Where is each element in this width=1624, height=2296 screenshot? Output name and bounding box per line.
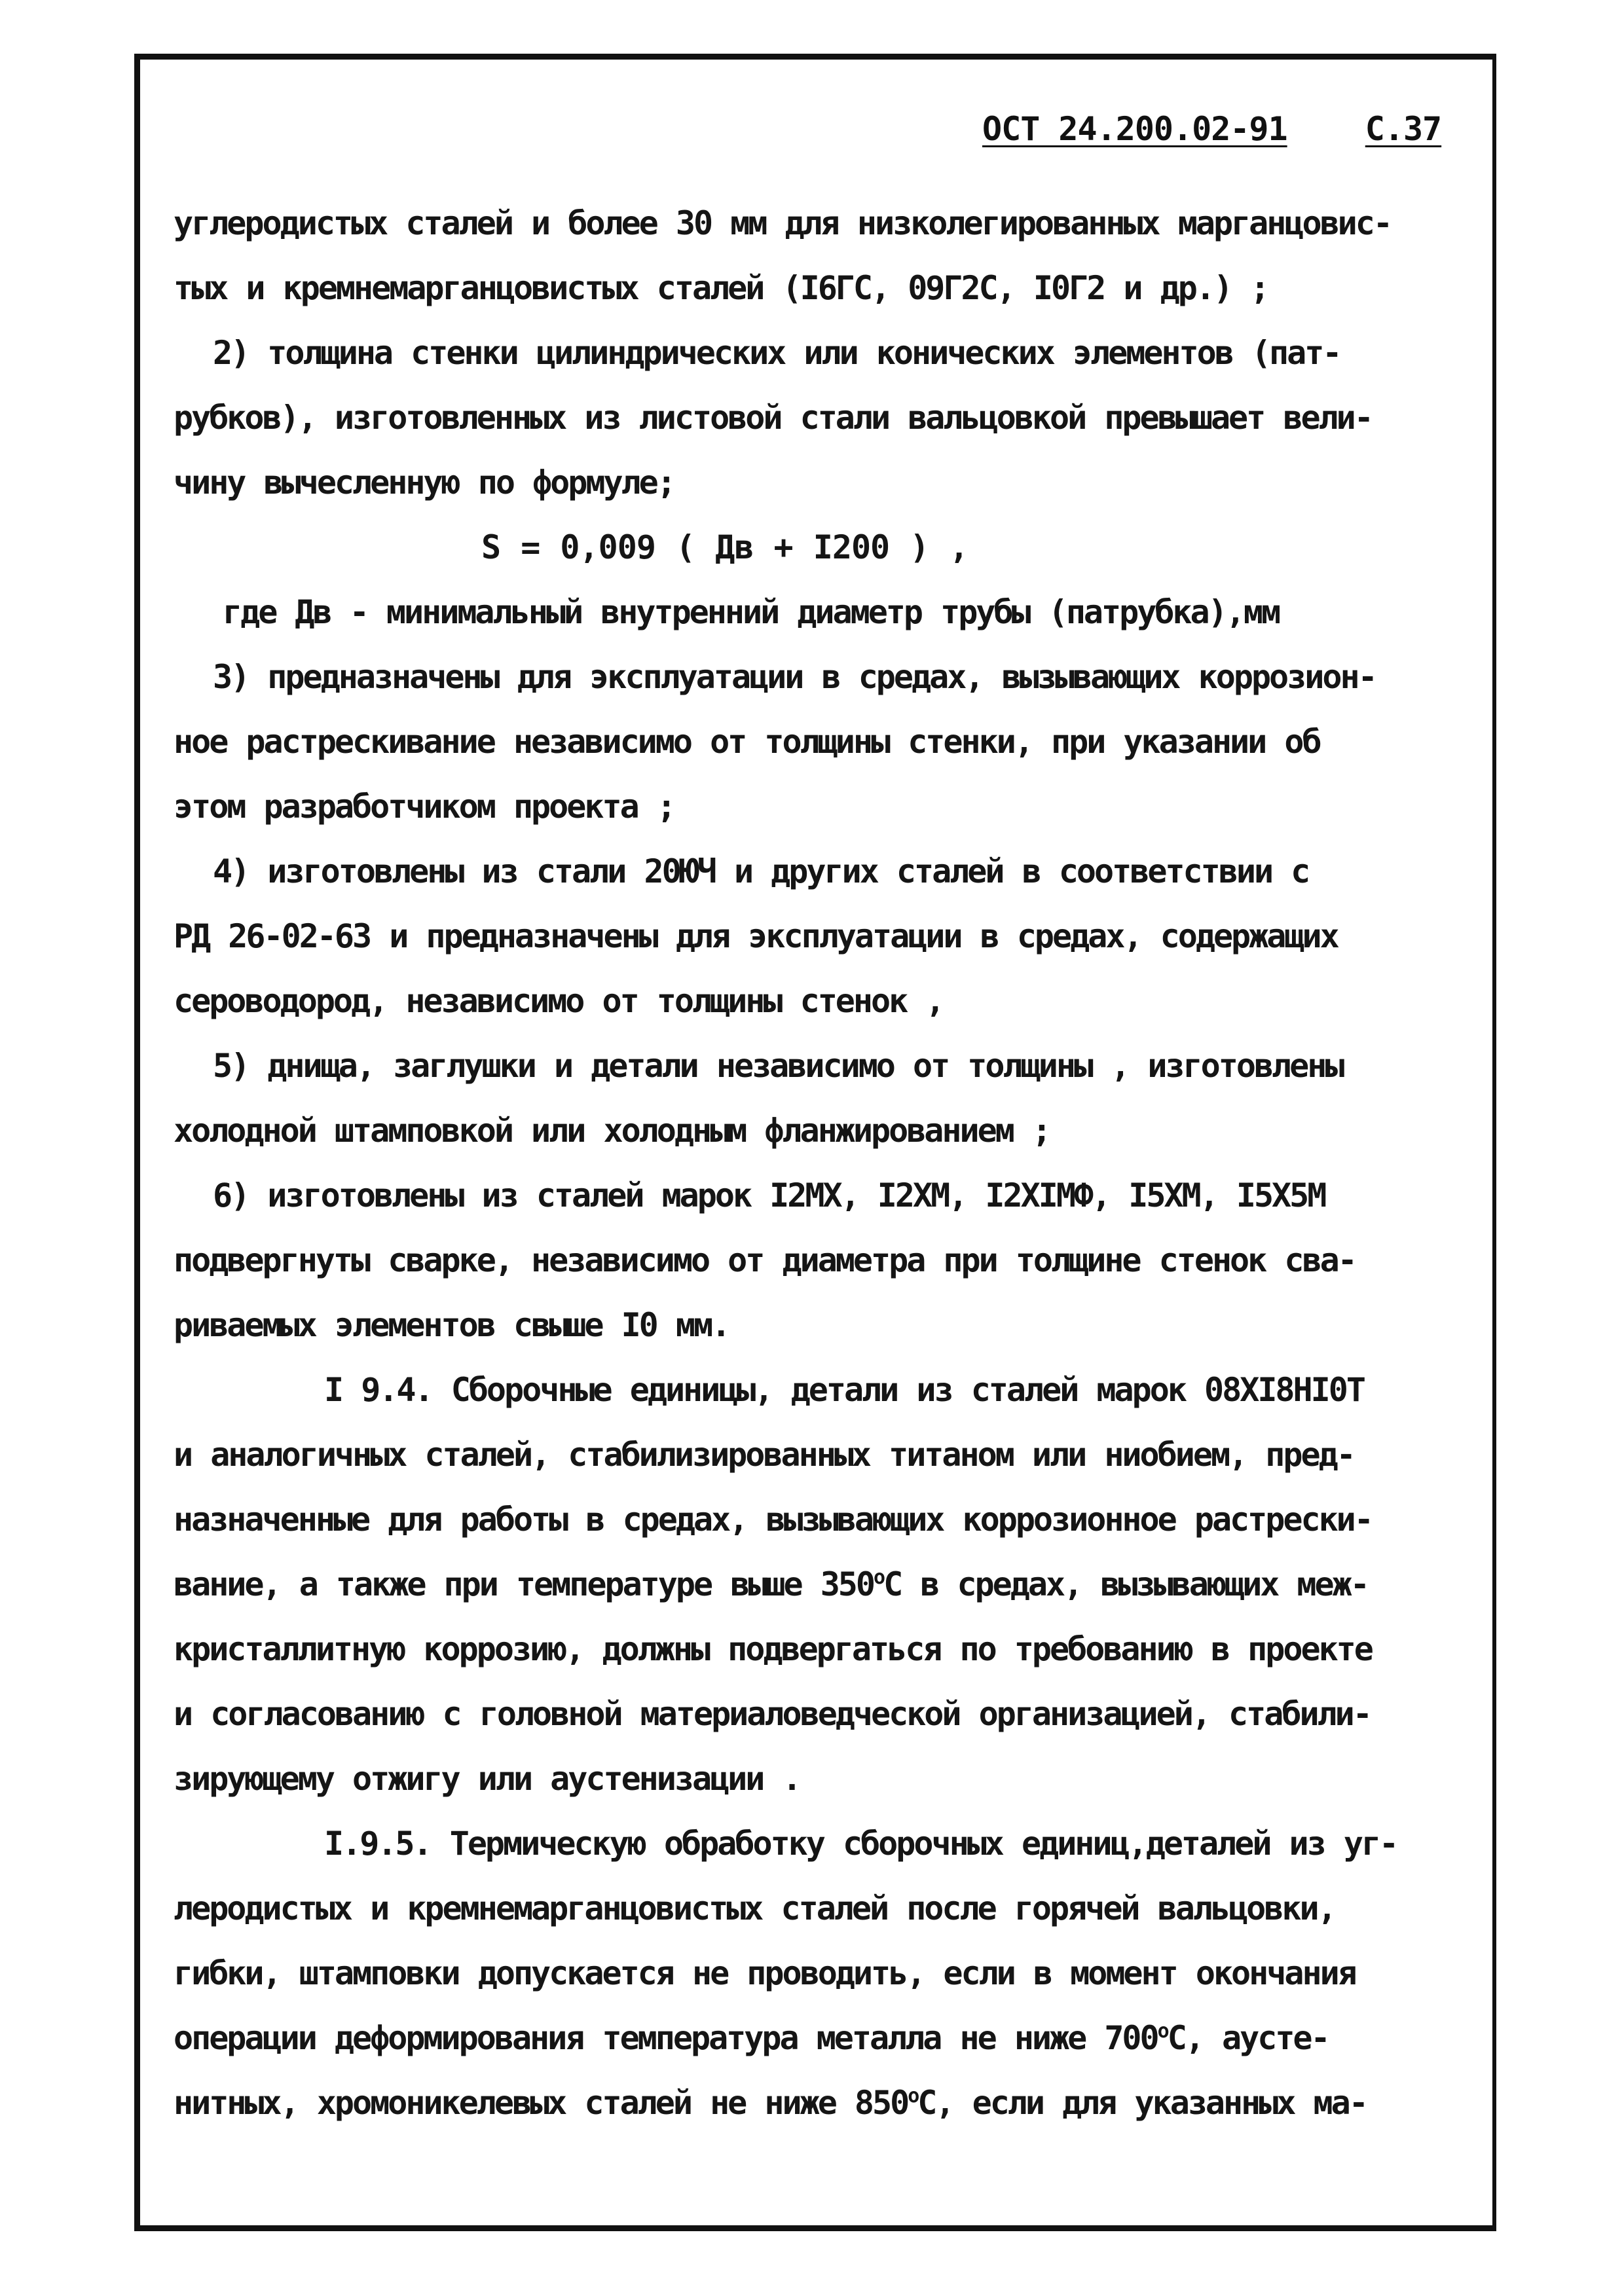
list-item-2: 2) толщина стенки цилиндрических или конических элементов (пат- — [213, 334, 1340, 372]
text-line-with-degree — [174, 1552, 1522, 1617]
list-item-4: 4) изготовлены из стали 20ЮЧ и других сталей в соответствии с — [213, 852, 1309, 890]
text-line-with-degree — [174, 2006, 1522, 2071]
text-line: и согласованию с головной материаловедческой организацией, стабили- — [174, 1695, 1371, 1733]
text-line: подвергнуты сварке, независимо от диаметра при толщине стенок сва- — [174, 1241, 1356, 1279]
degree-sign: о — [1157, 2020, 1168, 2043]
text-line: этом разработчиком проекта ; — [174, 788, 674, 826]
document-body — [174, 191, 1522, 2136]
line-head: вание, а также при температуре выше 350 — [174, 1565, 874, 1603]
text-line: РД 26-02-63 и предназначены для эксплуатации в средах, содержащих — [174, 917, 1338, 955]
text-line: тых и кремнемарганцовистых сталей (I6ГС, 09Г2С, I0Г2 и др.) ; — [174, 269, 1268, 307]
text-line: холодной штамповкой или холодным фланжированием ; — [174, 1112, 1050, 1150]
text-line-with-degree — [174, 2071, 1522, 2136]
text-line: гибки, штамповки допускается не проводить, если в момент окончания — [174, 1954, 1356, 1992]
line-head: нитных, хромоникелевых сталей не ниже 850 — [174, 2084, 908, 2122]
text-line: леродистых и кремнемарганцовистых сталей после горячей вальцовки, — [174, 1889, 1335, 1927]
degree-sign: о — [908, 2085, 918, 2107]
line-tail: С, если для указанных ма- — [917, 2084, 1367, 2122]
standard-number: ОСТ 24.200.02-91 — [982, 110, 1287, 148]
list-item-6: 6) изготовлены из сталей марок I2МХ, I2ХМ, I2ХIМФ, I5ХМ, I5Х5М — [213, 1176, 1325, 1214]
section-1-9-4: I 9.4. Сборочные единицы, детали из сталей марок 08ХI8НI0Т — [324, 1371, 1364, 1409]
text-line: зирующему отжигу или аустенизации . — [174, 1760, 800, 1798]
text-line: кристаллитную коррозию, должны подвергаться по требованию в проекте — [174, 1630, 1372, 1668]
text-line: сероводород, независимо от толщины стенок , — [174, 982, 944, 1020]
line-head: операции деформирования температура металла не ниже 700 — [174, 2019, 1158, 2057]
text-line: чину вычесленную по формуле; — [174, 464, 674, 501]
degree-sign: о — [874, 1566, 884, 1589]
line-tail: С, аусте- — [1167, 2019, 1329, 2057]
formula: S = 0,009 ( Дв + I200 ) , — [481, 528, 969, 566]
text-line: и аналогичных сталей, стабилизированных титаном или ниобием, пред- — [174, 1436, 1354, 1474]
page-number: С.37 — [1365, 110, 1442, 148]
text-line: рубков), изготовленных из листовой стали вальцовкой превышает вели- — [174, 399, 1372, 437]
text-line: риваемых элементов свыше I0 мм. — [174, 1306, 729, 1344]
page-header — [982, 110, 1441, 148]
section-1-9-5: I.9.5. Термическую обработку сборочных единиц,деталей из уг- — [324, 1825, 1397, 1863]
formula-legend: где Дв - минимальный внутренний диаметр трубы (патрубка),мм — [223, 593, 1280, 631]
text-line: ное растрескивание независимо от толщины стенки, при указании об — [174, 723, 1320, 761]
list-item-5: 5) днища, заглушки и детали независимо от толщины , изготовлены — [213, 1047, 1343, 1085]
line-tail: С в средах, вызывающих меж- — [883, 1565, 1368, 1603]
text-line: углеродистых сталей и более 30 мм для низколегированных марганцовис- — [174, 204, 1391, 242]
text-line: назначенные для работы в средах, вызывающих коррозионное растрески- — [174, 1501, 1372, 1539]
list-item-3: 3) предназначены для эксплуатации в средах, вызывающих коррозион- — [213, 658, 1376, 696]
